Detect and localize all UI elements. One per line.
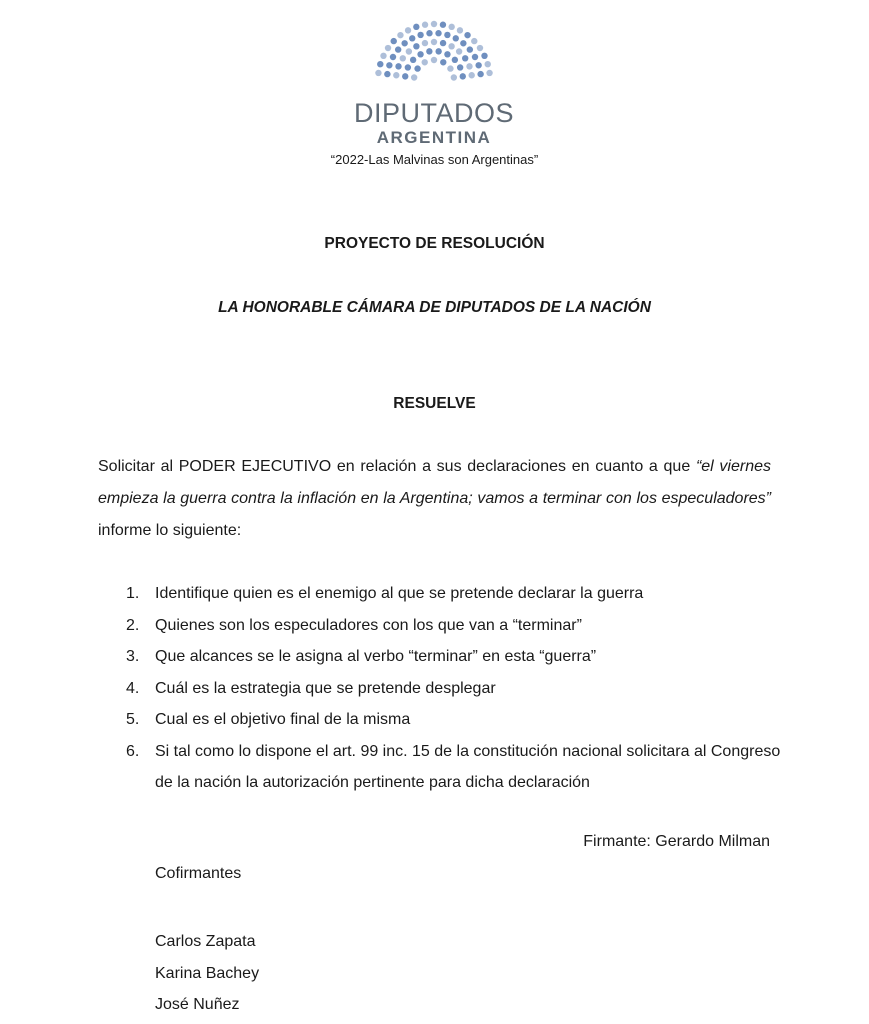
hemicycle-seat (395, 46, 401, 52)
item-text: Cual es el objetivo final de la misma (155, 711, 411, 728)
item-text: Que alcances se le asigna al verbo “terminar” en esta “guerra” (155, 648, 597, 665)
hemicycle-seat (380, 53, 386, 59)
hemicycle-seat (409, 35, 415, 41)
cosigners-label: Cofirmantes (155, 865, 242, 882)
hemicycle-seat (457, 27, 463, 33)
hemicycle-seat (426, 30, 432, 36)
list-item (126, 704, 786, 736)
intro-text-start: Solicitar al PODER EJECUTIVO en relación a sus declaraciones en cuanto a que (98, 458, 696, 475)
item-text: Cuál es la estrategia que se pretende desplegar (155, 679, 496, 697)
hemicycle-seat (411, 74, 417, 80)
hemicycle-seat (405, 27, 411, 33)
hemicycle-seat (386, 62, 392, 68)
hemicycle-seat (401, 40, 407, 46)
cosigner-name: José Nuñez (155, 996, 240, 1013)
hemicycle-seat (426, 48, 432, 54)
list-item (126, 736, 786, 799)
hemicycle-seat (431, 21, 437, 27)
hemicycle-seat (410, 57, 416, 63)
hemicycle-seat (457, 64, 463, 70)
hemicycle-seat (422, 40, 428, 46)
cosigner-name: Carlos Zapata (155, 933, 256, 950)
cosigners-list (155, 926, 259, 1021)
hemicycle-seat (477, 71, 483, 77)
list-item (126, 641, 786, 673)
hemicycle-seat (384, 71, 390, 77)
item-text: Quienes son los especuladores con los que van a “terminar” (155, 616, 582, 634)
hemicycle-seat (460, 73, 466, 79)
hemicycle-seat (400, 55, 406, 61)
hemicycle-seat (444, 32, 450, 38)
hemicycle-seat (402, 73, 408, 79)
item-text: Si tal como lo dispone el art. 99 inc. 15 de la constitución nacional solicitara al Congreso de la nación la autorización pertinente para dicha declaración (155, 742, 781, 791)
hemicycle-seat (440, 22, 446, 28)
hemicycle-seat (481, 53, 487, 59)
hemicycle-seat (444, 51, 450, 57)
hemicycle-seat (385, 45, 391, 51)
item-number: 3. (126, 648, 140, 665)
requests-list (126, 578, 786, 799)
document-type-title: PROYECTO DE RESOLUCIÓN (324, 235, 545, 252)
item-number: 4. (126, 679, 140, 697)
hemicycle-seat (448, 43, 454, 49)
hemicycle-seat (377, 61, 383, 67)
hemicycle-seat (391, 38, 397, 44)
hemicycle-seat (422, 22, 428, 28)
hemicycle-seat (431, 39, 437, 45)
hemicycle-seat (447, 65, 453, 71)
hemicycle-seat (414, 65, 420, 71)
cosigner-name: Karina Bachey (155, 964, 260, 982)
intro-text-end: informe lo siguiente: (98, 522, 242, 539)
hemicycle-seat (460, 40, 466, 46)
hemicycle-seat (475, 62, 481, 68)
item-number: 1. (126, 585, 140, 602)
hemicycle-seat (395, 63, 401, 69)
hemicycle-seat (469, 72, 475, 78)
hemicycle-icon (374, 18, 494, 82)
hemicycle-seat (471, 38, 477, 44)
hemicycle-seat (417, 51, 423, 57)
resolves-heading: RESUELVE (393, 395, 476, 412)
hemicycle-seat (413, 43, 419, 49)
list-item (126, 610, 786, 642)
hemicycle-seat (448, 24, 454, 30)
hemicycle-seat (486, 70, 492, 76)
hemicycle-seat (417, 32, 423, 38)
logo-subtitle: ARGENTINA (376, 128, 492, 147)
hemicycle-seat (405, 64, 411, 70)
signer: Firmante: Gerardo Milman (583, 833, 770, 850)
hemicycle-seat (485, 61, 491, 67)
hemicycle-seat (440, 59, 446, 65)
item-number: 2. (126, 616, 140, 634)
hemicycle-seat (462, 55, 468, 61)
hemicycle-seat (435, 30, 441, 36)
chamber-title: LA HONORABLE CÁMARA DE DIPUTADOS DE LA NACIÓN (218, 299, 651, 316)
logo-title: DIPUTADOS (354, 98, 515, 128)
motto: “2022-Las Malvinas son Argentinas” (330, 152, 539, 167)
hemicycle-seat (466, 63, 472, 69)
hemicycle-seat (440, 40, 446, 46)
hemicycle-seat (422, 59, 428, 65)
hemicycle-seat (413, 24, 419, 30)
hemicycle-seat (467, 46, 473, 52)
intro-paragraph (98, 451, 771, 547)
hemicycle-seat (431, 57, 437, 63)
hemicycle-seat (477, 45, 483, 51)
hemicycle-seat (451, 74, 457, 80)
list-item (126, 578, 786, 610)
hemicycle-seat (456, 48, 462, 54)
hemicycle-seat (375, 70, 381, 76)
hemicycle-seat (393, 72, 399, 78)
hemicycle-seat (435, 48, 441, 54)
hemicycle-seat (472, 54, 478, 60)
diputados-logo (354, 18, 515, 147)
item-number: 6. (126, 742, 140, 760)
item-text: Identifique quien es el enemigo al que se pretende declarar la guerra (155, 585, 644, 602)
hemicycle-seat (390, 54, 396, 60)
list-item (126, 673, 786, 705)
hemicycle-seat (397, 32, 403, 38)
hemicycle-seat (453, 35, 459, 41)
hemicycle-seat (452, 57, 458, 63)
item-number: 5. (126, 711, 140, 728)
intro-quote: “el viernes empieza la guerra contra la inflación en la Argentina; vamos a terminar con los especuladores” (98, 458, 771, 507)
hemicycle-seat (406, 48, 412, 54)
hemicycle-seat (464, 32, 470, 38)
